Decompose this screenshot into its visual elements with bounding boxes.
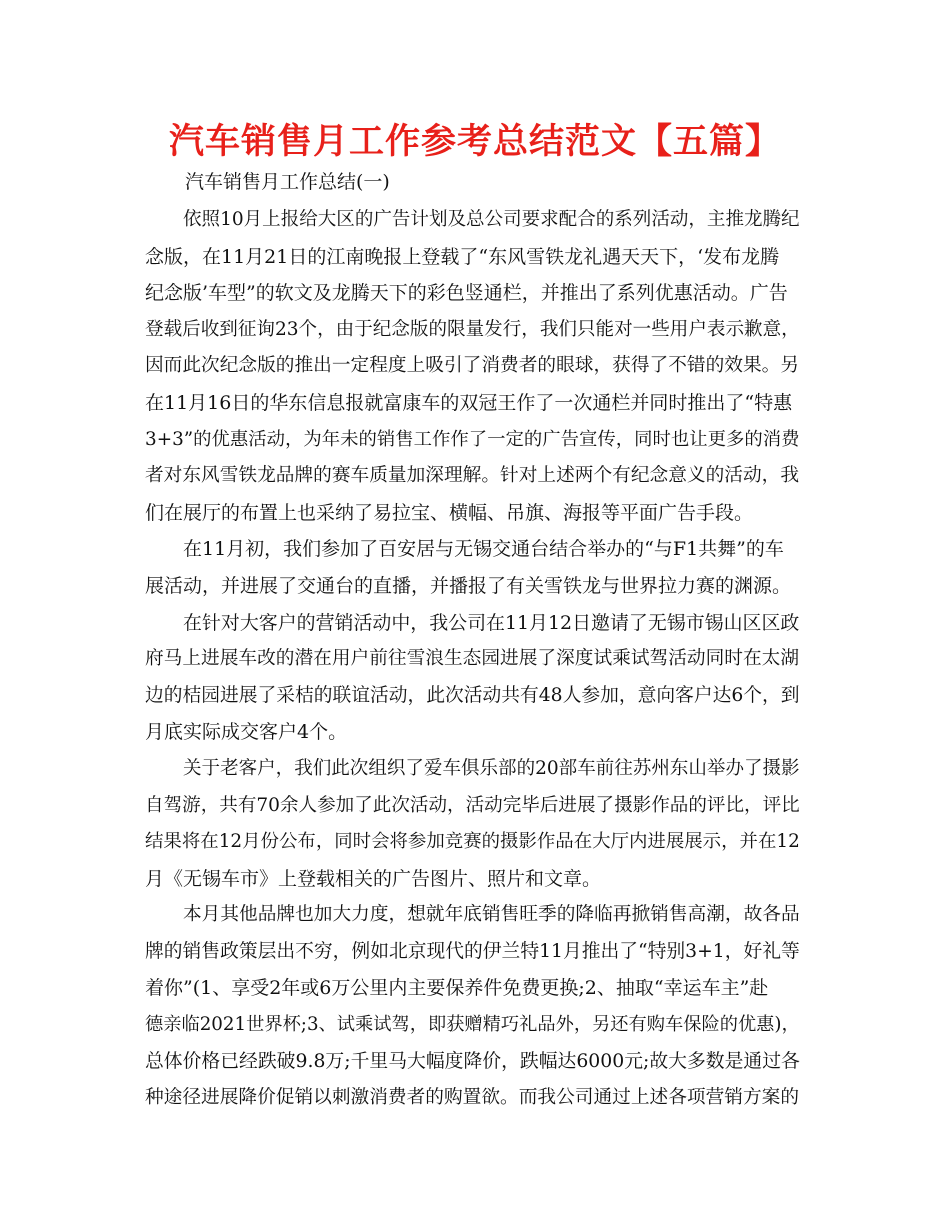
paragraph-line: 展活动，并进展了交通台的直播，并播报了有关雪铁龙与世界拉力赛的渊源。 — [145, 574, 792, 597]
paragraph-line: 纪念版’车型”的软文及龙腾天下的彩色竖通栏，并推出了系列优惠活动。广告 — [145, 282, 788, 305]
paragraph — [0, 605, 950, 751]
paragraph-line: 月底实际成交客户4个。 — [145, 721, 348, 744]
paragraph-line: 种途径进展降价促销以刺激消费者的购置欲。而我公司通过上述各项营销方案的 — [145, 1087, 800, 1109]
paragraph-line: 德亲临2021世界杯;3、试乘试驾，即获赠精巧礼品外，另还有购车保险的优惠)， — [145, 1014, 800, 1036]
paragraph-line: 在11月初，我们参加了百安居与无锡交通台结合举办的“与F1共舞”的车 — [183, 538, 784, 561]
paragraph-line: 在11月16日的华东信息报就富康车的双冠王作了一次通栏并同时推出了“特惠 — [145, 391, 793, 414]
paragraph-line: 边的桔园进展了采桔的联谊活动，此次活动共有48人参加，意向客户达6个，到 — [145, 684, 800, 706]
paragraph-line: 自驾游，共有70余人参加了此次活动，活动完毕后进展了摄影作品的评比，评比 — [145, 794, 800, 816]
document-title: 汽车销售月工作参考总结范文【五篇】 — [168, 121, 781, 162]
paragraph — [0, 531, 950, 604]
paragraph — [0, 751, 950, 897]
paragraph-line: 念版，在11月21日的江南晚报上登载了“东风雪铁龙礼遇天天下，‘发布龙腾 — [145, 245, 780, 268]
paragraph-line: 3+3”的优惠活动，为年未的销售工作作了一定的广告宣传，同时也让更多的消费 — [145, 428, 800, 450]
paragraph-line: 们在展厅的布置上也采纳了易拉宝、横幅、吊旗、海报等平面广告手段。 — [145, 501, 754, 524]
paragraph-line: 本月其他品牌也加大力度，想就年底销售旺季的降临再掀销售高潮，故各品 — [183, 904, 800, 926]
paragraph-line: 着你”(1、享受2年或6万公里内主要保养件免费更换;2、抽取“幸运车主”赴 — [145, 977, 769, 1000]
paragraph-line: 总体价格已经跌破9.8万;千里马大幅度降价，跌幅达6000元;故大多数是通过各 — [145, 1050, 800, 1072]
section-heading: 汽车销售月工作总结(一) — [185, 171, 390, 193]
paragraph-line: 结果将在12月份公布，同时会将参加竞赛的摄影作品在大厅内进展展示，并在12 — [145, 831, 800, 853]
paragraph — [0, 897, 950, 1117]
paragraph-line: 者对东风雪铁龙品牌的赛车质量加深理解。针对上述两个有纪念意义的活动，我 — [145, 465, 800, 487]
paragraph-line: 府马上进展车改的潜在用户前往雪浪生态园进展了深度试乘试驾活动同时在太湖 — [145, 648, 800, 670]
paragraph-line: 关于老客户，我们此次组织了爱车俱乐部的20部车前往苏州东山举办了摄影 — [183, 757, 800, 779]
paragraph-line: 月《无锡车市》上登载相关的广告图片、照片和文章。 — [145, 867, 602, 890]
document-body — [0, 202, 950, 1117]
paragraph-line: 登载后收到征询23个，由于纪念版的限量发行，我们只能对一些用户表示歉意， — [145, 318, 800, 340]
paragraph-line: 牌的销售政策层出不穷，例如北京现代的伊兰特11月推出了“特别3+1，好礼等 — [145, 940, 800, 962]
paragraph — [0, 202, 950, 531]
paragraph-line: 在针对大客户的营销活动中，我公司在11月12日邀请了无锡市锡山区区政 — [183, 611, 800, 634]
paragraph-line: 依照10月上报给大区的广告计划及总公司要求配合的系列活动，主推龙腾纪 — [183, 209, 800, 230]
paragraph-line: 因而此次纪念版的推出一定程度上吸引了消费者的眼球，获得了不错的效果。另 — [145, 355, 800, 377]
